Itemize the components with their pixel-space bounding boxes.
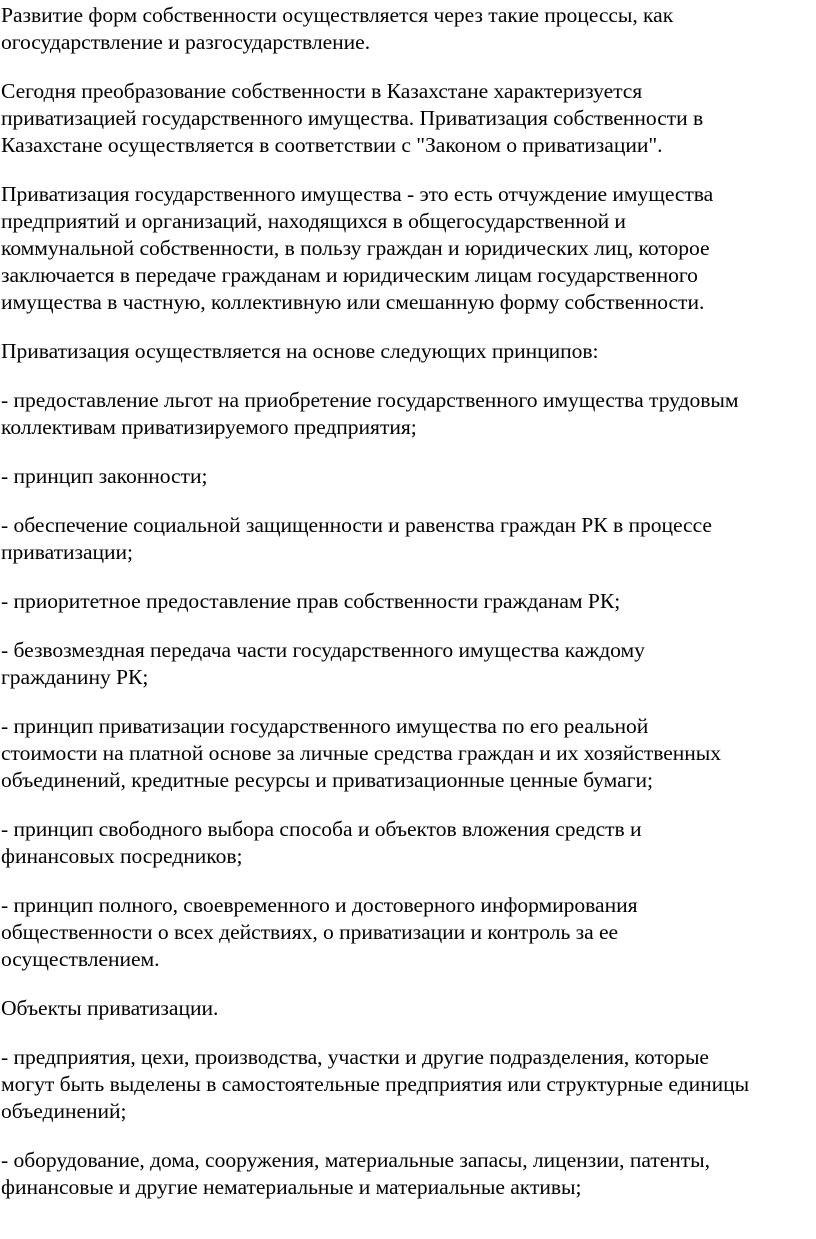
text-line: - принцип полного, своевременного и достоверного информирования [1, 893, 638, 917]
text-line: - принцип свободного выбора способа и объектов вложения средств и [1, 817, 642, 841]
paragraph-kazakhstan-privatization [1, 78, 816, 159]
text-line: могут быть выделены в самостоятельные предприятия или структурные единицы [1, 1072, 750, 1096]
text-line: Сегодня преобразование собственности в Казахстане характеризуется [1, 79, 643, 103]
text-line: общественности о всех действиях, о приватизации и контроль за ее [1, 920, 619, 944]
text-line: приватизации; [1, 540, 133, 564]
text-line: коммунальной собственности, в пользу граждан и юридических лиц, которое [1, 236, 710, 260]
text-line: Объекты приватизации. [1, 996, 219, 1020]
list-item-principle-priority-rights [1, 588, 816, 615]
list-item-principle-free-transfer [1, 637, 816, 691]
list-item-principle-legality [1, 463, 816, 490]
text-line: коллективам приватизируемого предприятия; [1, 415, 417, 439]
text-line: финансовых посредников; [1, 844, 243, 868]
text-line: - оборудование, дома, сооружения, материальные запасы, лицензии, патенты, [1, 1148, 710, 1172]
list-item-principle-informing [1, 892, 816, 973]
text-line: - принцип приватизации государственного имущества по его реальной [1, 714, 649, 738]
text-line: объединений; [1, 1099, 127, 1123]
text-line: предприятий и организаций, находящихся в общегосударственной и [1, 209, 626, 233]
text-line: - принцип законности; [1, 464, 208, 488]
text-line: - приоритетное предоставление прав собственности гражданам РК; [1, 589, 621, 613]
text-line: стоимости на платной основе за личные средства граждан и их хозяйственных [1, 741, 721, 765]
text-line: Приватизация осуществляется на основе следующих принципов: [1, 339, 599, 363]
paragraph-objects-heading [1, 995, 816, 1022]
paragraph-privatization-definition [1, 181, 816, 316]
text-line: - предприятия, цехи, производства, участки и другие подразделения, которые [1, 1045, 709, 1069]
text-line: осуществлением. [1, 947, 160, 971]
text-line: Приватизация государственного имущества - это есть отчуждение имущества [1, 182, 714, 206]
list-item-object-enterprises [1, 1044, 816, 1125]
paragraph-intro-forms [1, 2, 816, 56]
text-line: объединений, кредитные ресурсы и приватизационные ценные бумаги; [1, 768, 653, 792]
document-body [1, 2, 816, 1201]
paragraph-principles-heading [1, 338, 816, 365]
text-line: - предоставление льгот на приобретение государственного имущества трудовым [1, 388, 739, 412]
text-line: Развитие форм собственности осуществляется через такие процессы, как [1, 3, 674, 27]
list-item-principle-social-protection [1, 512, 816, 566]
text-line: гражданину РК; [1, 665, 149, 689]
list-item-principle-free-choice [1, 816, 816, 870]
text-line: заключается в передаче гражданам и юридическим лицам государственного [1, 263, 698, 287]
list-item-object-assets [1, 1147, 816, 1201]
text-line: огосударствление и разгосударствление. [1, 30, 371, 54]
text-line: финансовые и другие нематериальные и материальные активы; [1, 1175, 582, 1199]
text-line: - безвозмездная передача части государственного имущества каждому [1, 638, 645, 662]
text-line: приватизацией государственного имущества. Приватизация собственности в [1, 106, 704, 130]
text-line: - обеспечение социальной защищенности и равенства граждан РК в процессе [1, 513, 712, 537]
text-line: имущества в частную, коллективную или смешанную форму собственности. [1, 290, 705, 314]
text-line: Казахстане осуществляется в соответствии с "Законом о приватизации". [1, 133, 663, 157]
list-item-principle-real-value [1, 713, 816, 794]
list-item-principle-benefits [1, 387, 816, 441]
